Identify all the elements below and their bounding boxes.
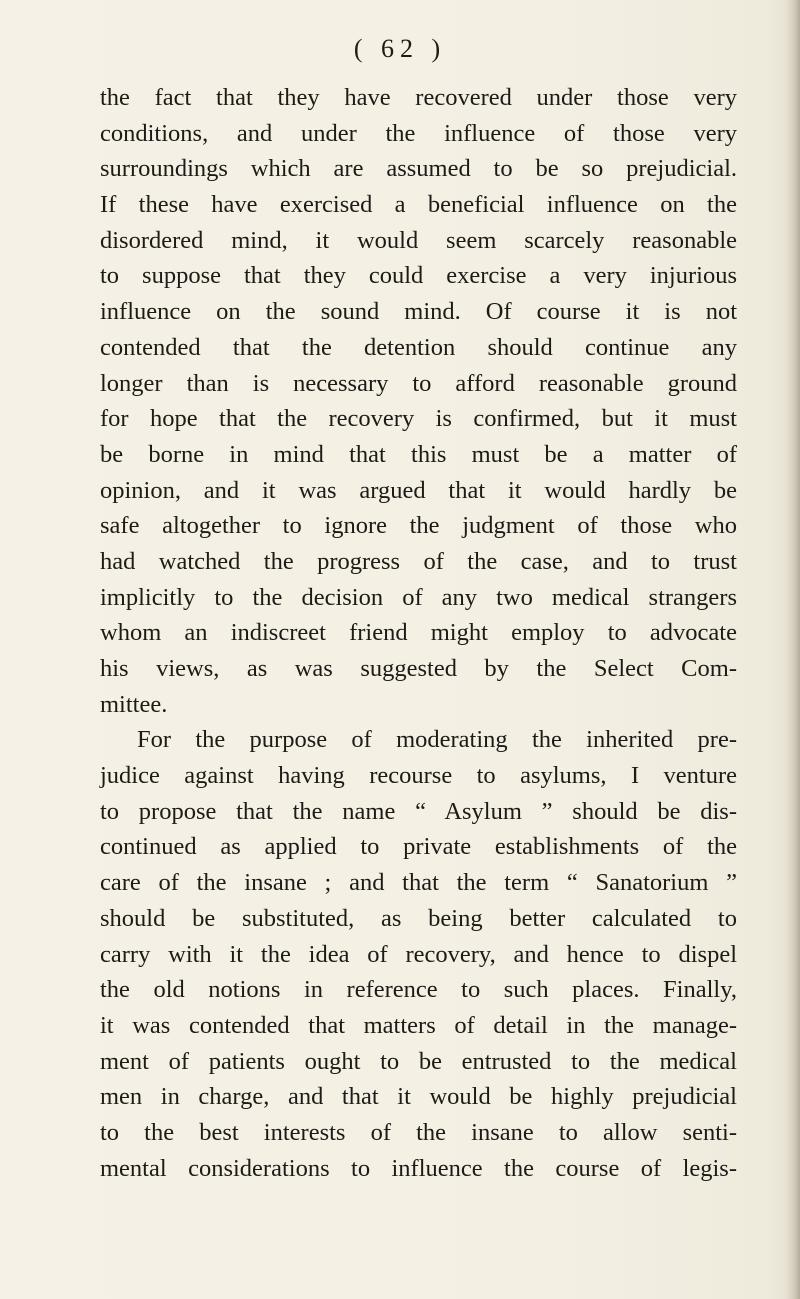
text-line: his views, as was suggested by the Select Com- bbox=[100, 655, 737, 682]
text-line: mental considerations to influence the course of legis- bbox=[100, 1154, 737, 1182]
paragraph-start-line: For the purpose of moderating the inherited pre- bbox=[137, 726, 737, 754]
text-line: be borne in mind that this must be a matter of bbox=[100, 440, 737, 468]
page-number: ( 62 ) bbox=[353, 34, 447, 63]
text-line: safe altogether to ignore the judgment of those who bbox=[100, 512, 737, 540]
paragraph-end-line: mittee. bbox=[100, 690, 168, 718]
text-line: to the best interests of the insane to allow senti- bbox=[100, 1118, 737, 1146]
text-line: surroundings which are assumed to be so prejudicial. bbox=[100, 155, 737, 183]
text-line: had watched the progress of the case, and to trust bbox=[100, 547, 737, 575]
text-line: carry with it the idea of recovery, and hence to dispel bbox=[100, 940, 737, 968]
text-line: disordered mind, it would seem scarcely reasonable bbox=[100, 226, 737, 254]
text-line: for hope that the recovery is confirmed, but it must bbox=[100, 405, 737, 433]
text-line: men in charge, and that it would be highly prejudicial bbox=[100, 1083, 737, 1111]
text-line: continued as applied to private establishments of the bbox=[100, 833, 737, 861]
text-line: implicitly to the decision of any two medical strangers bbox=[100, 583, 737, 611]
page-edge-shadow bbox=[786, 0, 800, 1299]
text-line: judice against having recourse to asylums, I venture bbox=[100, 762, 737, 790]
text-line: the old notions in reference to such places. Finally, bbox=[100, 976, 737, 1004]
text-line: should be substituted, as being better calculated to bbox=[100, 904, 737, 932]
text-line: influence on the sound mind. Of course it is not bbox=[100, 298, 737, 326]
text-line: ment of patients ought to be entrusted to the medical bbox=[100, 1047, 737, 1075]
text-line: whom an indiscreet friend might employ to advocate bbox=[100, 619, 737, 647]
text-line: If these have exercised a beneficial influence on the bbox=[100, 191, 737, 219]
text-line: contended that the detention should continue any bbox=[100, 333, 737, 361]
text-line: care of the insane ; and that the term “ Sanatorium ” bbox=[100, 869, 737, 897]
text-line: to propose that the name “ Asylum ” should be dis- bbox=[100, 797, 737, 825]
text-line: longer than is necessary to afford reasonable ground bbox=[100, 369, 737, 397]
body-text bbox=[100, 80, 737, 1186]
text-line: to suppose that they could exercise a very injurious bbox=[100, 262, 737, 290]
text-line: opinion, and it was argued that it would hardly be bbox=[100, 476, 737, 504]
text-line: conditions, and under the influence of those very bbox=[100, 119, 737, 147]
text-line: it was contended that matters of detail in the manage- bbox=[100, 1011, 737, 1039]
text-line: the fact that they have recovered under those very bbox=[100, 84, 737, 111]
